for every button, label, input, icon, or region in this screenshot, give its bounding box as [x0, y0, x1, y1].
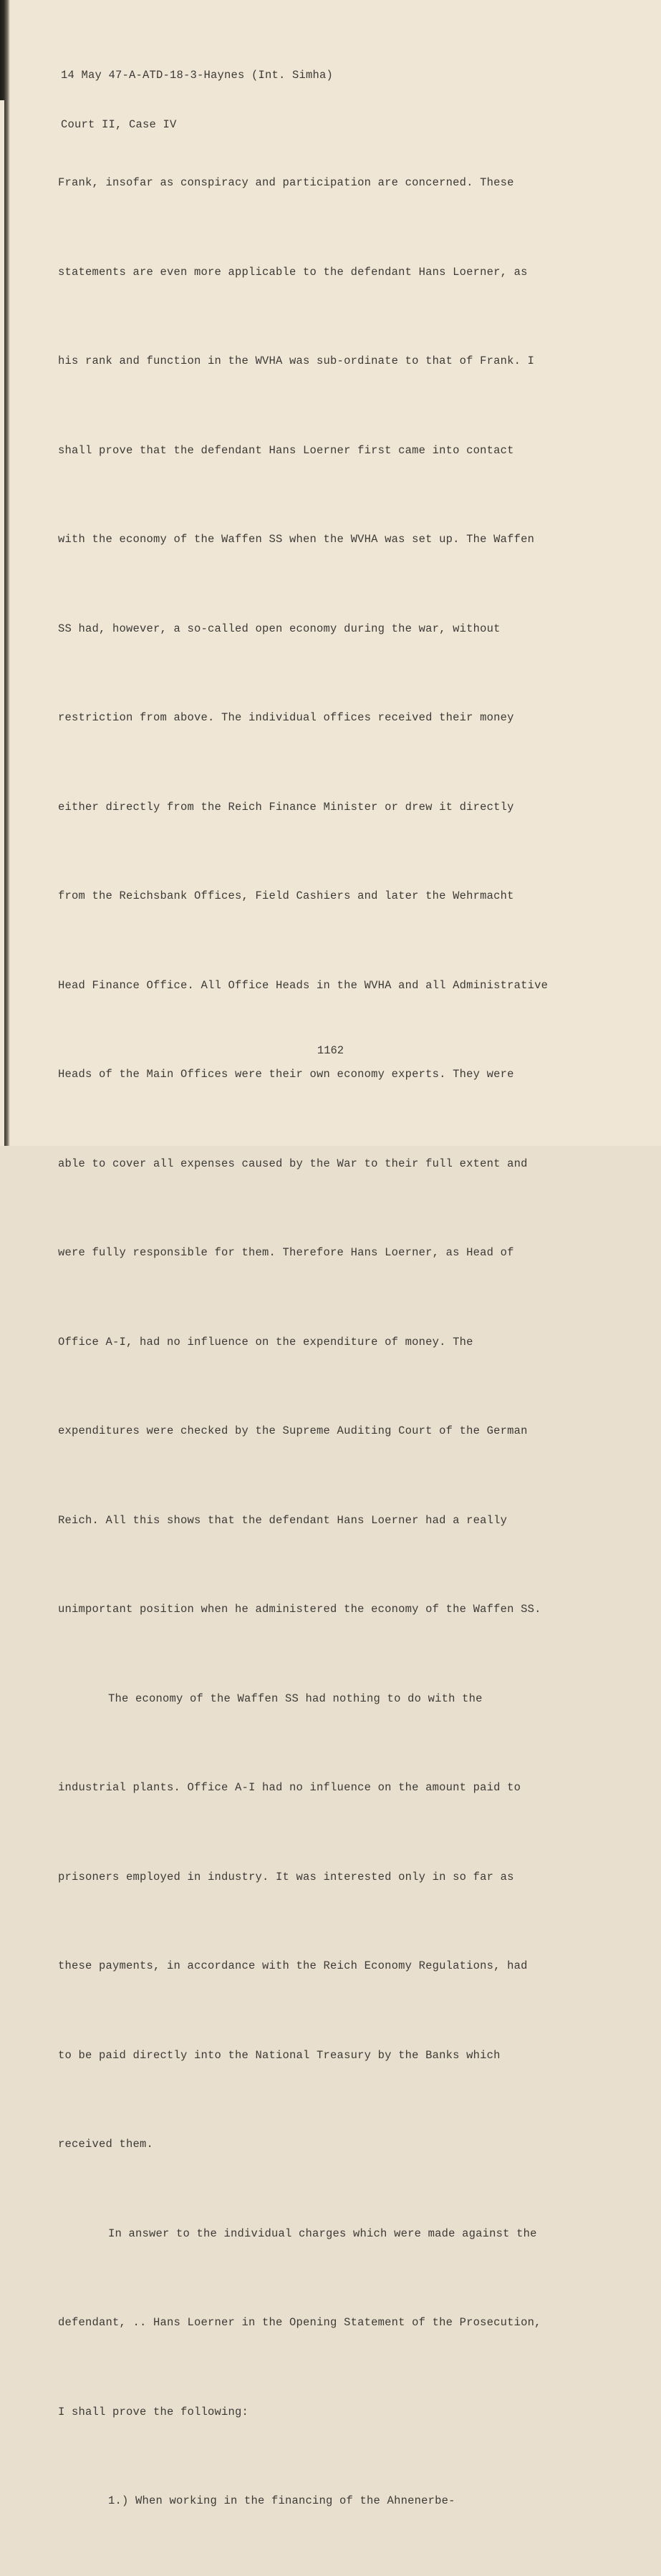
body-line: either directly from the Reich Finance Minister or drew it directly	[58, 800, 514, 814]
body-line: Head Finance Office. All Office Heads in the WVHA and all Administrative	[58, 978, 549, 992]
document-body	[58, 109, 548, 2576]
torn-paper-edge	[0, 0, 10, 1146]
body-line: his rank and function in the WVHA was sub-ordinate to that of Frank. I	[58, 354, 535, 367]
header-line-2: Court II, Case IV	[61, 118, 177, 131]
header-line-1: 14 May 47-A-ATD-18-3-Haynes (Int. Simha)	[61, 69, 334, 82]
body-line: received them.	[58, 2138, 154, 2151]
body-line: statements are even more applicable to the defendant Hans Loerner, as	[58, 265, 528, 279]
body-line: 1.) When working in the financing of the Ahnenerbe-	[108, 2494, 455, 2507]
body-line: shall prove that the defendant Hans Loerner first came into contact	[58, 443, 514, 457]
page-number: 1162	[317, 1044, 344, 1057]
body-line: prisoners employed in industry. It was interested only in so far as	[58, 1870, 514, 1883]
body-line: SS had, however, a so-called open economy during the war, without	[58, 622, 501, 635]
body-line: The economy of the Waffen SS had nothing to do with the	[108, 1692, 483, 1705]
body-line: I shall prove the following:	[58, 2405, 249, 2418]
body-line: these payments, in accordance with the Reich Economy Regulations, had	[58, 1959, 528, 1972]
body-line: defendant, .. Hans Loerner in the Opening Statement of the Prosecution,	[58, 2316, 541, 2329]
body-line: able to cover all expenses caused by the War to their full extent and	[58, 1157, 528, 1170]
body-line: expenditures were checked by the Supreme Auditing Court of the German	[58, 1424, 528, 1437]
body-line: Office A-I, had no influence on the expenditure of money. The	[58, 1335, 473, 1349]
body-line: industrial plants. Office A-I had no influence on the amount paid to	[58, 1781, 521, 1794]
body-line: to be paid directly into the National Treasury by the Banks which	[58, 2048, 501, 2062]
body-line: with the economy of the Waffen SS when the WVHA was set up. The Waffen	[58, 533, 535, 546]
body-line: from the Reichsbank Offices, Field Cashiers and later the Wehrmacht	[58, 889, 514, 902]
body-line: Frank, insofar as conspiracy and participation are concerned. These	[58, 176, 514, 189]
body-line: restriction from above. The individual offices received their money	[58, 711, 514, 724]
body-line: were fully responsible for them. Therefore Hans Loerner, as Head of	[58, 1246, 514, 1259]
body-line: unimportant position when he administered the economy of the Waffen SS.	[58, 1603, 541, 1616]
body-line: Reich. All this shows that the defendant Hans Loerner had a really	[58, 1513, 508, 1527]
body-line: In answer to the individual charges which were made against the	[108, 2227, 537, 2240]
body-line: Heads of the Main Offices were their own economy experts. They were	[58, 1068, 514, 1081]
